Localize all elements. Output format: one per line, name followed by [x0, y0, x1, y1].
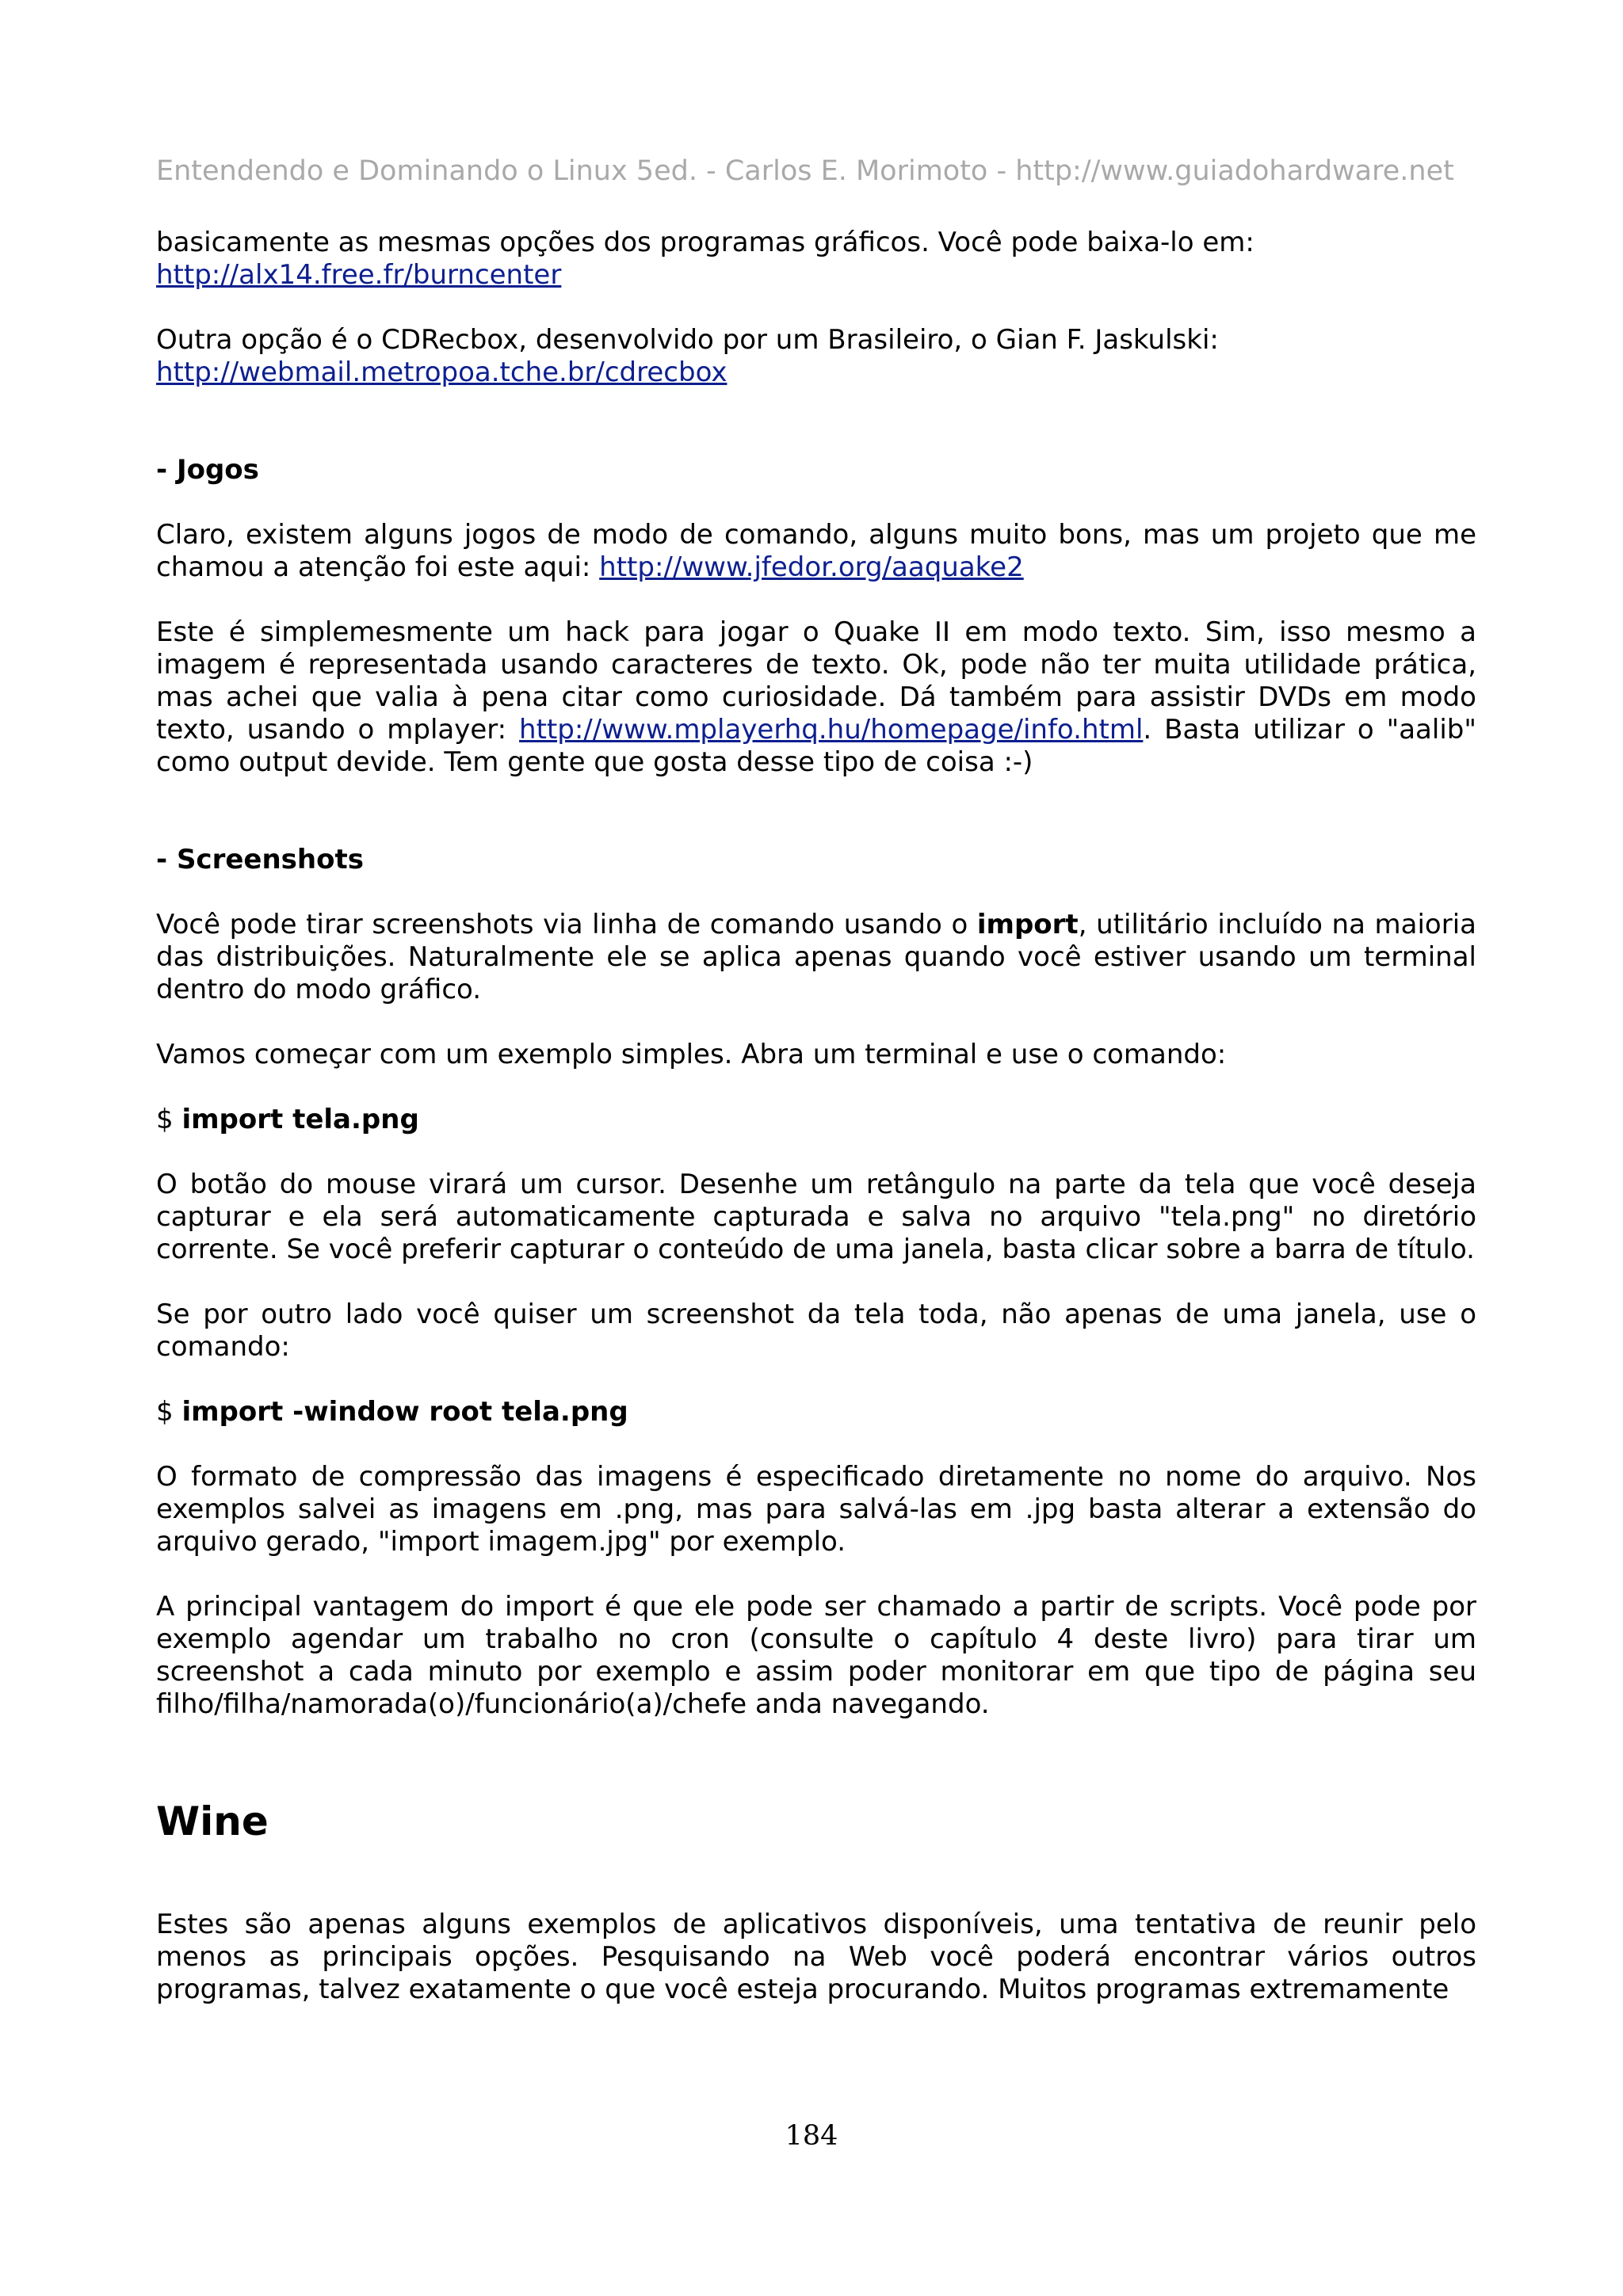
section-heading-wine: Wine: [156, 1798, 269, 1844]
mplayer-link[interactable]: http://www.mplayerhq.hu/homepage/info.html: [519, 714, 1144, 746]
paragraph-text: . Basta utilizar o "aalib" como output devide. Tem gente que gosta desse tipo de coisa :-): [156, 714, 1476, 778]
paragraph-wine-intro: Estes são apenas alguns exemplos de aplicativos disponíveis, uma tentativa de reunir pelo menos as principais opções. Pesquisando na Web você poderá encontrar vários outros programas, talvez exatamente o que você esteja procurando. Muitos programas extremamente: [156, 1909, 1476, 2005]
burncenter-link[interactable]: http://alx14.free.fr/burncenter: [156, 259, 562, 291]
paragraph-screenshots-example: Vamos começar com um exemplo simples. Abra um terminal e use o comando:: [156, 1039, 1227, 1070]
page-body: [156, 227, 1476, 2006]
paragraph-screenshots-intro: [156, 909, 1476, 1006]
section-heading-screenshots: - Screenshots: [156, 844, 364, 875]
running-header: Entendendo e Dominando o Linux 5ed. - Carlos E. Morimoto - http://www.guiadohardware.net: [156, 155, 1454, 187]
command-prompt: $: [156, 1396, 182, 1428]
command-import-tela: [156, 1104, 1476, 1136]
paragraph-text: Outra opção é o CDRecbox, desenvolvido por um Brasileiro, o Gian F. Jaskulski:: [156, 324, 1219, 356]
aaquake2-link[interactable]: http://www.jfedor.org/aaquake2: [599, 551, 1024, 583]
paragraph-text: basicamente as mesmas opções dos programas gráficos. Você pode baixa-lo em:: [156, 227, 1254, 258]
paragraph-screenshots-format: O formato de compressão das imagens é especificado diretamente no nome do arquivo. Nos exemplos salvei as imagens em .png, mas para salvá-las em .jpg basta alterar a extensão do arquivo gerado, "import imagem.jpg" por exemplo.: [156, 1461, 1476, 1558]
paragraph-text: Você pode tirar screenshots via linha de comando usando o: [156, 909, 977, 940]
command-text: import -window root tela.png: [181, 1396, 628, 1428]
command-import-window-root: [156, 1396, 1476, 1428]
paragraph-jogos-detail: [156, 616, 1476, 779]
cdrecbox-link[interactable]: http://webmail.metropoa.tche.br/cdrecbox: [156, 357, 727, 388]
page-number: 184: [785, 2120, 838, 2152]
paragraph-screenshots-fullscreen: Se por outro lado você quiser um screenshot da tela toda, não apenas de uma janela, use o comando:: [156, 1299, 1476, 1363]
paragraph-burncenter: [156, 227, 1476, 292]
paragraph-jogos-intro: [156, 519, 1476, 584]
paragraph-screenshots-scripts: A principal vantagem do import é que ele pode ser chamado a partir de scripts. Você pode por exemplo agendar um trabalho no cron (consulte o capítulo 4 deste livro) para tirar um screenshot a cada minuto por exemplo e assim poder monitorar em que tipo de página seu filho/filha/namorada(o)/funcionário(a)/chefe anda navegando.: [156, 1591, 1476, 1720]
paragraph-text: Este é simplemesmente um hack para jogar o Quake II em modo texto. Sim, isso mesmo a imagem é representada usando caracteres de texto. Ok, pode não ter muita utilidade prática, mas achei que valia à pena citar como curiosidade. Dá também para assistir DVDs em modo texto, usando o mplayer:: [156, 616, 1476, 746]
command-text: import tela.png: [181, 1104, 419, 1135]
paragraph-cdrecbox: [156, 324, 1476, 389]
paragraph-text: Claro, existem alguns jogos de modo de comando, alguns muito bons, mas um projeto que me chamou a atenção foi este aqui:: [156, 519, 1476, 583]
import-keyword: import: [976, 909, 1079, 940]
command-prompt: $: [156, 1104, 182, 1135]
paragraph-text: , utilitário incluído na maioria das distribuições. Naturalmente ele se aplica apenas quando você estiver usando um terminal dentro do modo gráfico.: [156, 909, 1476, 1005]
paragraph-screenshots-cursor: O botão do mouse virará um cursor. Desenhe um retângulo na parte da tela que você deseja capturar e ela será automaticamente capturada e salva no arquivo "tela.png" no diretório corrente. Se você preferir capturar o conteúdo de uma janela, basta clicar sobre a barra de título.: [156, 1169, 1476, 1265]
section-heading-jogos: - Jogos: [156, 454, 259, 486]
